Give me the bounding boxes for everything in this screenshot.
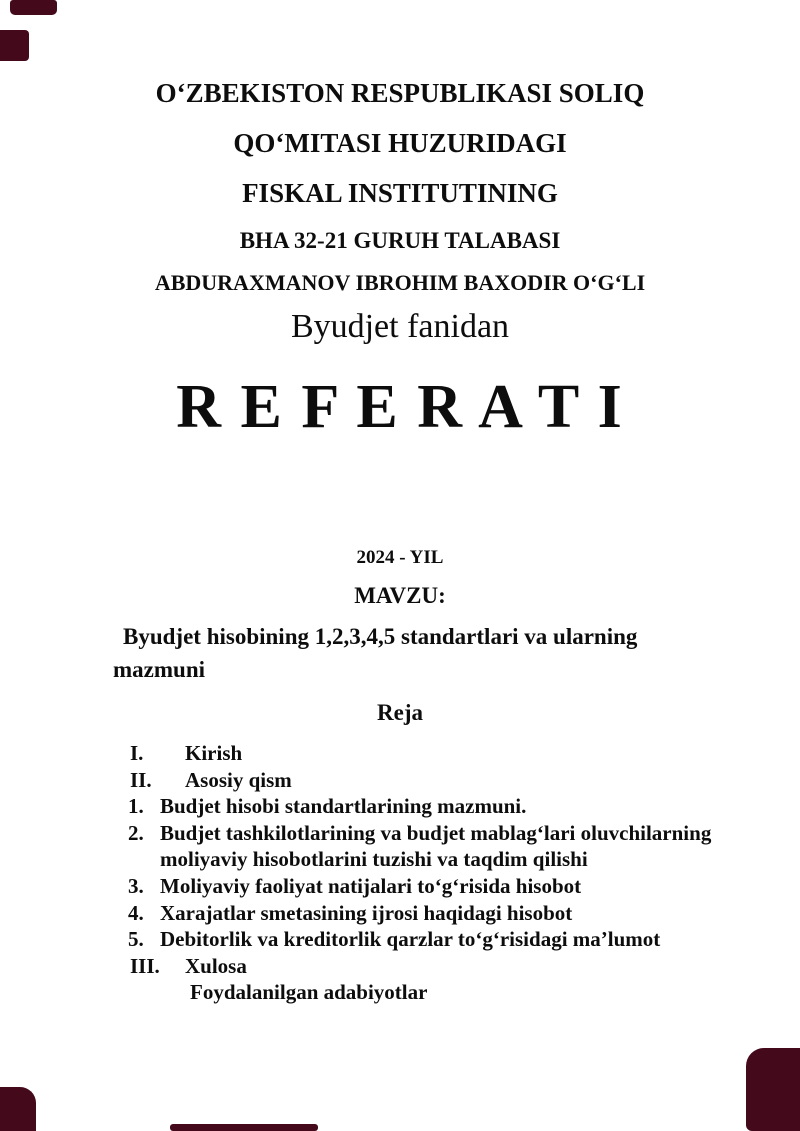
plan-item-text: Foydalanilgan adabiyotlar bbox=[190, 980, 428, 1005]
topic-text: Byudjet hisobining 1,2,3,4,5 standartlari va ularning mazmuni bbox=[113, 624, 638, 682]
plan-item-text: Xarajatlar smetasining ijrosi haqidagi hisobot bbox=[160, 900, 573, 925]
org-title-line-1: O‘ZBEKISTON RESPUBLIKASI SOLIQ bbox=[155, 78, 645, 108]
plan-item bbox=[128, 740, 740, 767]
plan-item-text: Xulosa bbox=[185, 953, 247, 978]
scan-stain-top-left-bar bbox=[10, 0, 57, 15]
scan-stain-bottom-right bbox=[746, 1048, 800, 1131]
plan-item-marker: 3. bbox=[128, 873, 144, 898]
plan-list bbox=[128, 740, 740, 1006]
plan-item bbox=[128, 979, 740, 1006]
plan-item-marker: 5. bbox=[128, 927, 144, 952]
plan-item-marker: II. bbox=[130, 767, 152, 792]
plan-item bbox=[128, 873, 740, 900]
plan-item-text: Moliyaviy faoliyat natijalari to‘g‘risida hisobot bbox=[160, 873, 582, 898]
plan-item-marker: 4. bbox=[128, 900, 144, 925]
scan-stain-left-square bbox=[0, 30, 29, 61]
plan-item bbox=[128, 900, 740, 927]
plan-item-marker: III. bbox=[130, 953, 160, 978]
plan-item-text: Kirish bbox=[185, 741, 243, 765]
org-title-line-2: QO‘MITASI HUZURIDAGI bbox=[233, 128, 567, 158]
subject-line: Byudjet fanidan bbox=[290, 308, 510, 345]
plan-item-text: Budjet tashkilotlarining va budjet mablag‘lari oluvchilarning moliyaviy hisobotlarini tuzishi va taqdim qilishi bbox=[160, 820, 712, 872]
plan-item bbox=[128, 767, 740, 794]
scan-stain-bottom-strip bbox=[170, 1124, 318, 1131]
plan-item-text: Debitorlik va kreditorlik qarzlar to‘g‘risidagi ma’lumot bbox=[160, 927, 661, 952]
plan-item bbox=[128, 926, 740, 953]
plan-item bbox=[128, 953, 740, 980]
plan-item bbox=[128, 820, 740, 873]
plan-item-text: Asosiy qism bbox=[185, 767, 292, 792]
plan-item-text: Budjet hisobi standartlarining mazmuni. bbox=[160, 794, 527, 819]
plan-label: Reja bbox=[377, 700, 423, 725]
topic-label: MAVZU: bbox=[354, 583, 446, 608]
plan-item-marker: 1. bbox=[128, 794, 144, 819]
student-name: ABDURAXMANOV IBROHIM BAXODIR O‘G‘LI bbox=[154, 270, 646, 295]
plan-item-marker: I. bbox=[130, 741, 144, 765]
org-title-line-3: FISKAL INSTITUTINING bbox=[242, 178, 558, 208]
scan-stain-bottom-left bbox=[0, 1087, 36, 1131]
plan-item bbox=[128, 793, 740, 820]
document-title: R E F E R A T I bbox=[176, 373, 624, 441]
plan-item-marker: 2. bbox=[128, 820, 144, 845]
year-line: 2024 - YIL bbox=[356, 547, 444, 568]
group-line: BHA 32-21 GURUH TALABASI bbox=[239, 228, 561, 253]
